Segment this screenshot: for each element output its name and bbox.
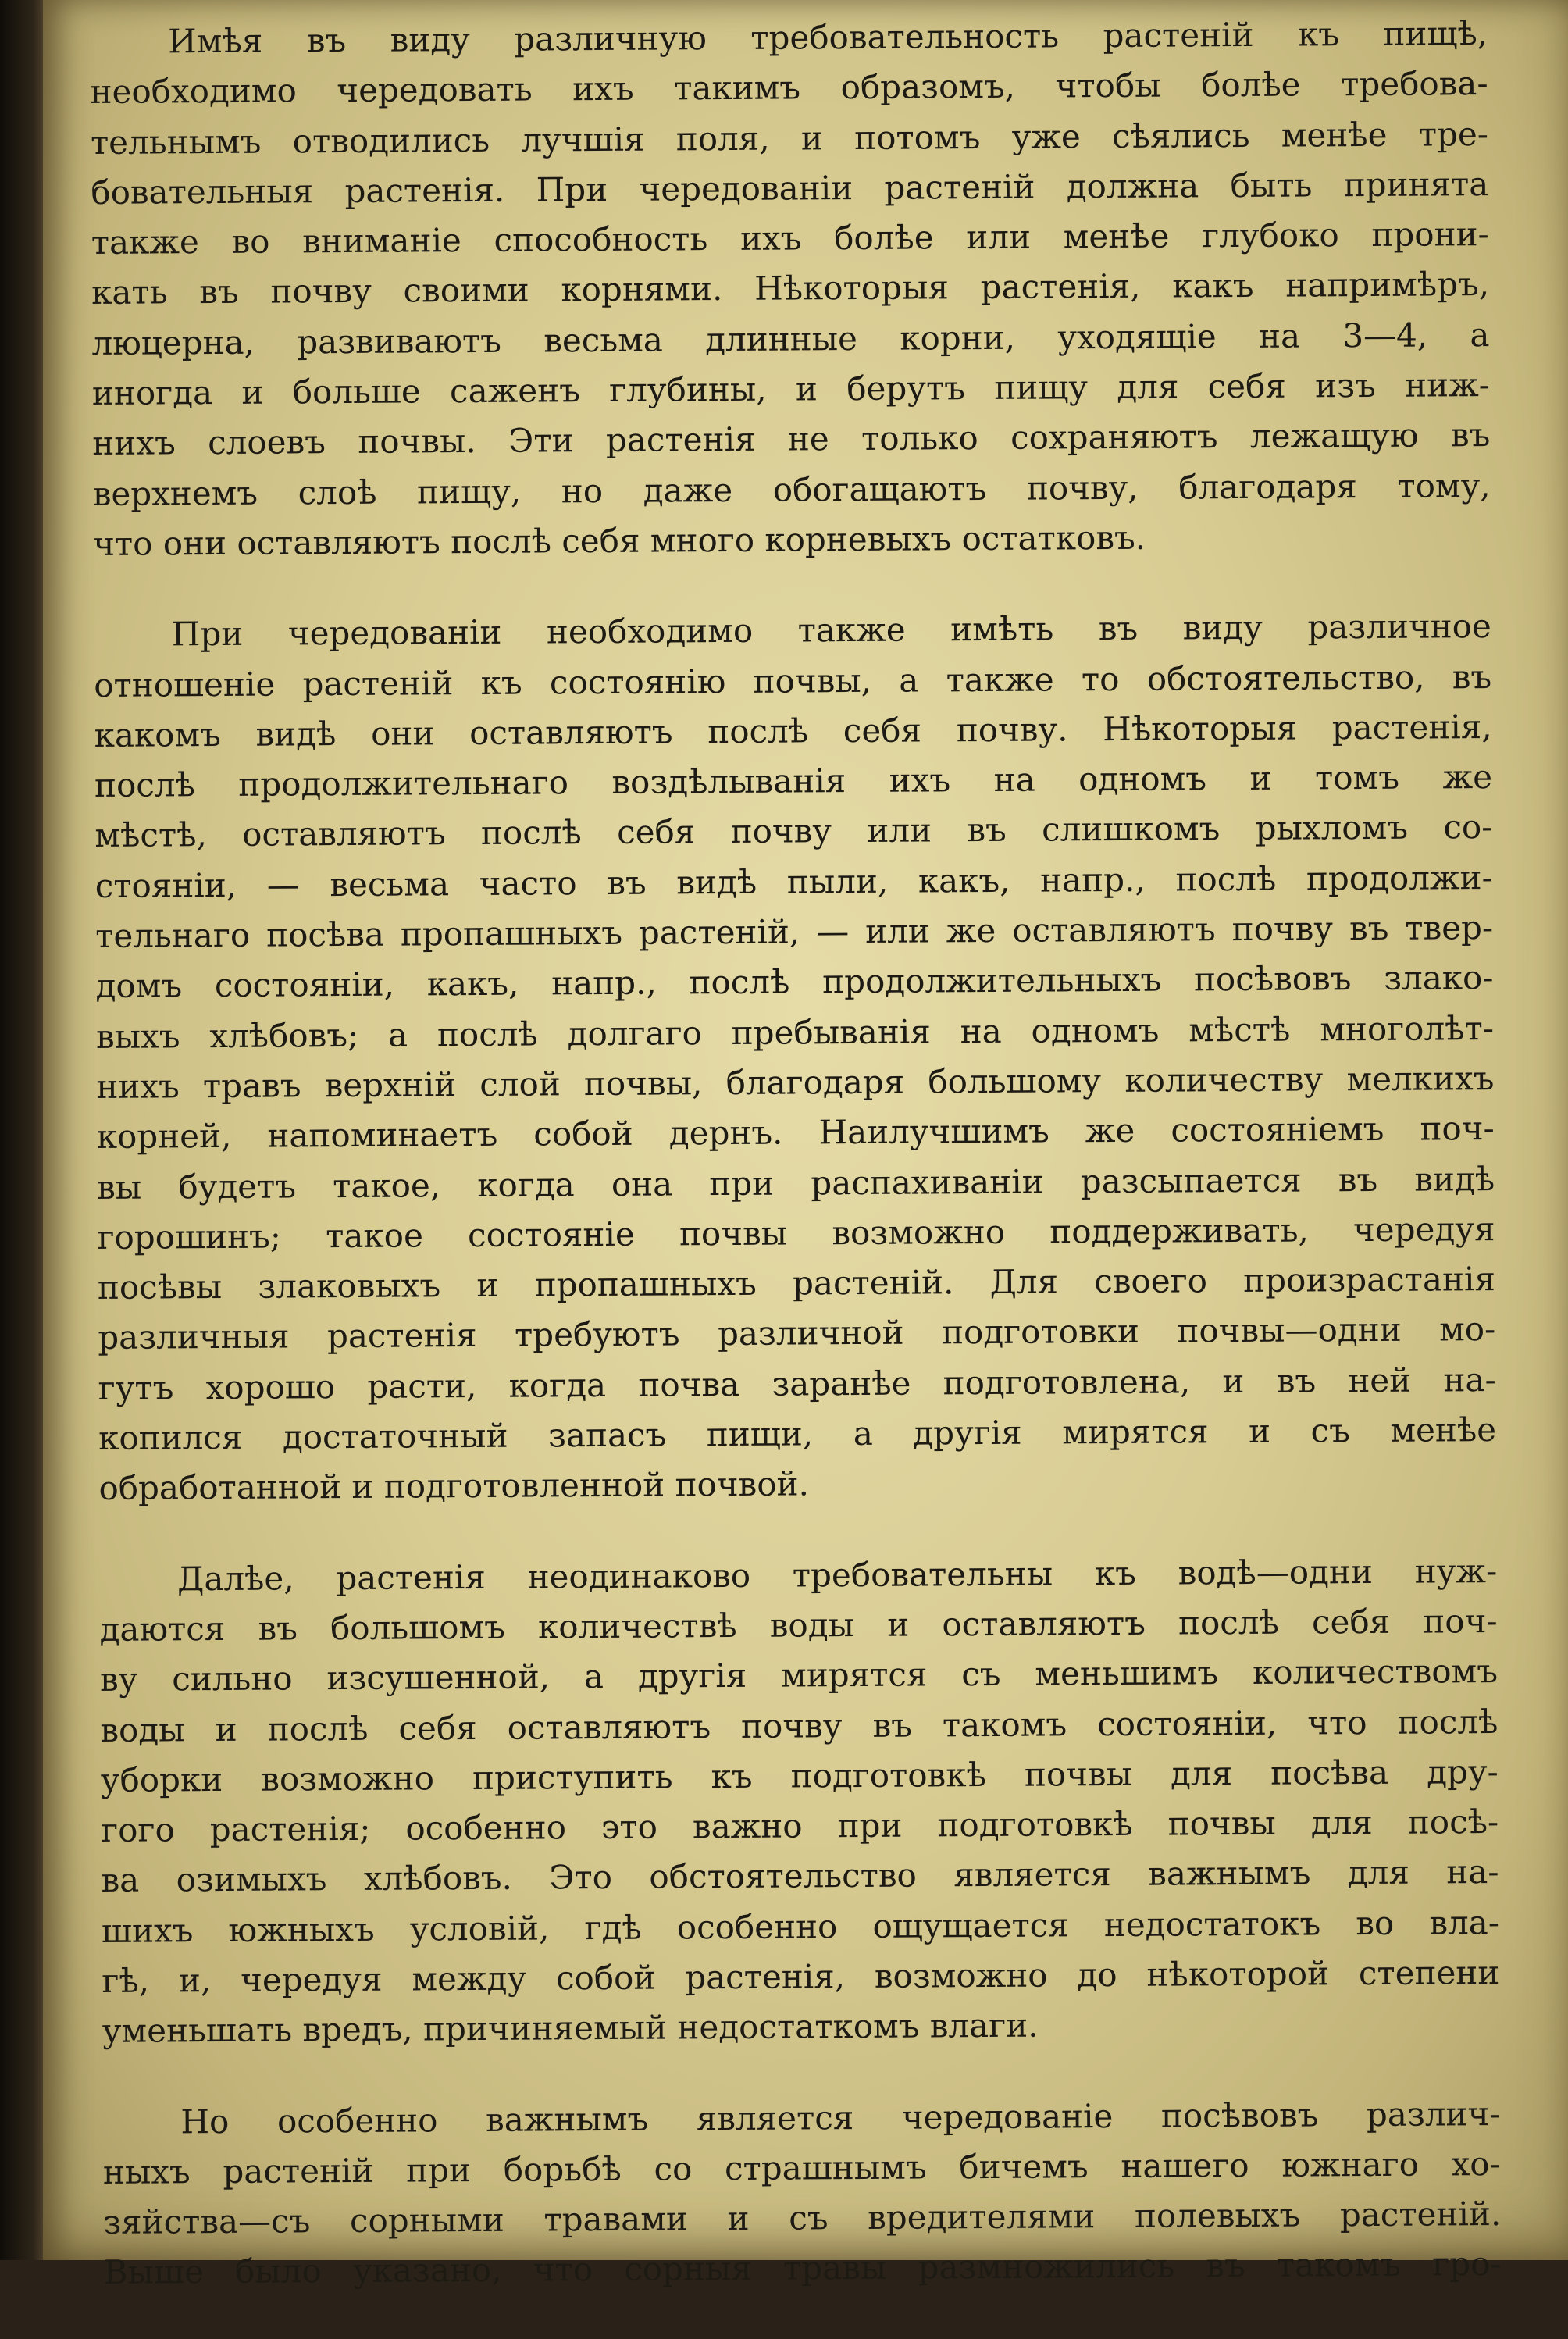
text-line: гутъ хорошо расти, когда почва заранѣе подготовлена, и въ ней на- — [98, 1360, 1496, 1407]
text-line: ву сильно изсушенной, а другія мирятся съ меньшимъ количествомъ — [99, 1652, 1499, 1699]
text-line: иногда и больше саженъ глубины, и берутъ пищу для себя изъ ниж- — [91, 365, 1491, 413]
text-line: корней, напоминаетъ собой дернъ. Наилучшимъ же состояніемъ поч- — [96, 1109, 1495, 1157]
text-line: Далѣе, растенія неодинаково требовательны къ водѣ—одни нуж- — [177, 1551, 1498, 1598]
text-line: верхнемъ слоѣ пищу, но даже обогащаютъ почву, благодаря тому, — [92, 465, 1491, 513]
text-line: гѣ, и, чередуя между собой растенія, возможно до нѣкоторой степени — [102, 1953, 1500, 2000]
text-line: отношеніе растеній къ состоянію почвы, а также то обстоятельство, въ — [94, 657, 1492, 704]
text-line: различныя растенія требуютъ различной подготовки почвы—одни мо- — [98, 1310, 1496, 1357]
text-line: Выше было указано, что сорныя травы размножились въ такомъ гро- — [103, 2245, 1502, 2292]
text-line: тельнаго посѣва пропашныхъ растеній, — или же оставляютъ почву въ твер- — [95, 908, 1494, 956]
paragraph-4 — [102, 2089, 1502, 2298]
text-line: нихъ травъ верхній слой почвы, благодаря большому количеству мелкихъ — [96, 1058, 1495, 1106]
text-line: посѣвы злаковыхъ и пропашныхъ растеній. Для своего произрастанія — [97, 1260, 1496, 1307]
text-line: какомъ видѣ они оставляютъ послѣ себя почву. Нѣкоторыя растенія, — [94, 707, 1492, 754]
text-line: выхъ хлѣбовъ; а послѣ долгаго пребыванія на одномъ мѣстѣ многолѣт- — [95, 1008, 1495, 1056]
text-line: копился достаточный запасъ пищи, а другія мирятся и съ менѣе — [98, 1410, 1497, 1457]
text-line: ныхъ растеній при борьбѣ со страшнымъ бичемъ нашего южнаго хо- — [102, 2144, 1501, 2191]
text-line: нихъ слоевъ почвы. Эти растенія не только сохраняютъ лежащую въ — [92, 415, 1491, 463]
text-line: домъ состояніи, какъ, напр., послѣ продолжительныхъ посѣвовъ злако- — [95, 958, 1494, 1006]
text-line: гого растенія; особенно это важно при подготовкѣ почвы для посѣ- — [101, 1802, 1499, 1850]
text-line: шихъ южныхъ условій, гдѣ особенно ощущается недостатокъ во вла- — [101, 1902, 1500, 1950]
page-text-body — [90, 9, 1502, 2339]
text-line: Имѣя въ виду различную требовательность растеній къ пищѣ, — [168, 14, 1488, 61]
text-line: также во вниманіе способность ихъ болѣе или менѣе глубоко прони- — [91, 215, 1489, 262]
text-line: уменьшать вредъ, причиняемый недостаткомъ влаги. — [102, 2006, 1039, 2051]
text-line: послѣ продолжительнаго воздѣлыванія ихъ на одномъ и томъ же — [94, 758, 1493, 805]
text-line: бовательныя растенія. При чередованіи растеній должна быть принята — [91, 164, 1489, 212]
text-line: воды и послѣ себя оставляютъ почву въ такомъ состояніи, что послѣ — [100, 1702, 1499, 1749]
text-line: стояніи, — весьма часто въ видѣ пыли, какъ, напр., послѣ продолжи- — [94, 858, 1493, 905]
text-line: кать въ почву своими корнями. Нѣкоторыя растенія, какъ напримѣръ, — [91, 265, 1490, 312]
text-line: что они оставляютъ послѣ себя много корневыхъ остатковъ. — [92, 518, 1146, 563]
text-line: уборки возможно приступить къ подготовкѣ почвы для посѣва дру- — [100, 1752, 1499, 1799]
text-line: люцерна, развиваютъ весьма длинные корни, уходящіе на 3—4, а — [91, 315, 1490, 362]
paragraph-3 — [99, 1546, 1500, 2057]
paragraph-2 — [94, 601, 1497, 1514]
book-page — [43, 0, 1568, 2292]
text-line: При чередованіи необходимо также имѣть въ виду различное — [171, 607, 1491, 654]
paragraph-1 — [90, 9, 1491, 569]
text-line: вы будетъ такое, когда она при распахиваніи разсыпается въ видѣ — [97, 1159, 1495, 1207]
text-line: мѣстѣ, оставляютъ послѣ себя почву или въ слишкомъ рыхломъ со- — [94, 808, 1493, 855]
text-line: тельнымъ отводились лучшія поля, и потомъ уже сѣялись менѣе тре- — [90, 114, 1489, 162]
text-line: необходимо чередовать ихъ такимъ образомъ, чтобы болѣе требова- — [90, 64, 1488, 112]
text-line: зяйства—съ сорными травами и съ вредителями полевыхъ растеній. — [103, 2195, 1502, 2242]
text-line: Но особенно важнымъ является чередованіе посѣвовъ различ- — [180, 2094, 1501, 2141]
text-line: даются въ большомъ количествѣ воды и оставляютъ послѣ себя поч- — [99, 1601, 1498, 1649]
text-line: обработанной и подготовленной почвой. — [98, 1464, 810, 1508]
text-line: ва озимыхъ хлѣбовъ. Это обстоятельство является важнымъ для на- — [101, 1852, 1499, 1900]
text-line: горошинъ; такое состояніе почвы возможно поддерживать, чередуя — [97, 1209, 1495, 1257]
